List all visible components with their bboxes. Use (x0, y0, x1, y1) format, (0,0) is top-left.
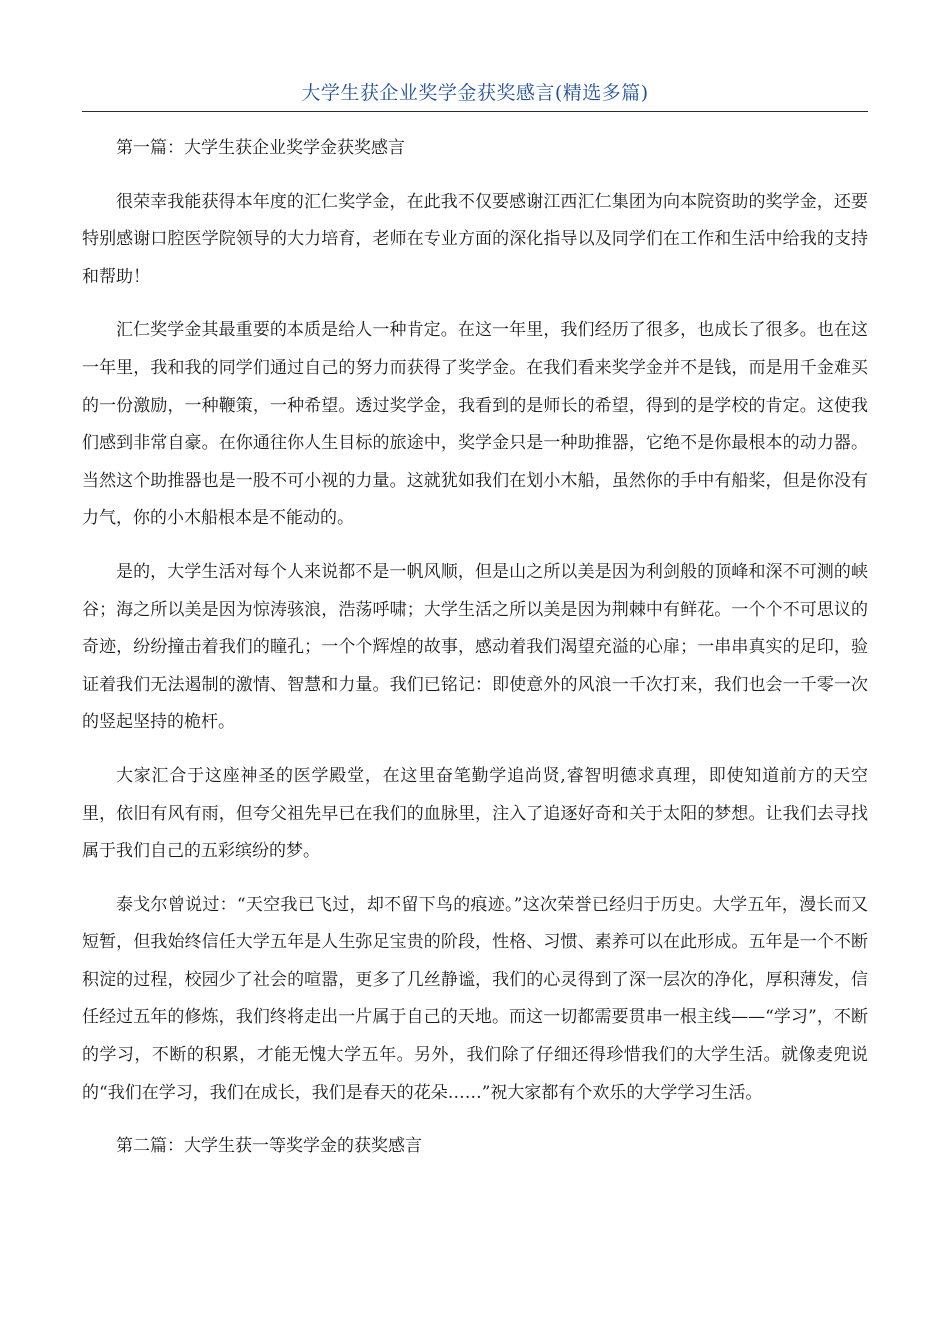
section-heading-2: 第二篇：大学生获一等奖学金的获奖感言 (116, 1136, 422, 1157)
paragraph: 大家汇合于这座神圣的医学殿堂，在这里奋笔勤学追尚贤,睿智明德求真理，即使知道前方的天空里，依旧有风有雨，但夸父祖先早已在我们的血脉里，注入了追逐好奇和关于太阳的梦想。让我们去寻找属于我们自己的五彩缤纷的梦。 (82, 765, 868, 862)
paragraph: 汇仁奖学金其最重要的本质是给人一种肯定。在这一年里，我们经历了很多，也成长了很多。也在这一年里，我和我的同学们通过自己的努力而获得了奖学金。在我们看来奖学金并不是钱，而是用千金难买的一份激励，一种鞭策，一种希望。透过奖学金，我看到的是师长的希望，得到的是学校的肯定。这使我们感到非常自豪。在你通往你人生目标的旅途中，奖学金只是一种助推器，它绝不是你最根本的动力器。当然这个助推器也是一股不可小视的力量。这就犹如我们在划小木船，虽然你的手中有船桨，但是你没有力气，你的小木船根本是不能动的。 (82, 320, 868, 529)
paragraph: 是的，大学生活对每个人来说都不是一帆风顺，但是山之所以美是因为利剑般的顶峰和深不可测的峡谷；海之所以美是因为惊涛骇浪，浩荡呼啸；大学生活之所以美是因为荆棘中有鲜花。一个个不可思议的奇迹，纷纷撞击着我们的瞳孔；一个个辉煌的故事，感动着我们渴望充溢的心扉；一串串真实的足印，验证着我们无法遏制的激情、智慧和力量。我们已铭记：即使意外的风浪一千次打来，我们也会一千零一次的竖起坚持的桅杆。 (82, 561, 868, 733)
section-heading-1: 第一篇：大学生获企业奖学金获奖感言 (116, 138, 405, 158)
paragraph: 泰戈尔曾说过：“天空我已飞过，却不留下鸟的痕迹。”这次荣誉已经归于历史。大学五年，漫长而又短暂，但我始终信任大学五年是人生弥足宝贵的阶段，性格、习惯、素养可以在此形成。五年是一个不断积淀的过程，校园少了社会的喧嚣，更多了几丝静谧，我们的心灵得到了深一层次的净化，厚积薄发，信任经过五年的修炼，我们终将走出一片属于自己的天地。而这一切都需要贯串一根主线——“学习”，不断的学习，不断的积累，才能无愧大学五年。另外，我们除了仔细还得珍惜我们的大学生活。就像麦兜说的“我们在学习，我们在成长，我们是春天的花朵……”祝大家都有个欢乐的大学学习生活。 (82, 894, 868, 1103)
page-header-title: 大学生获企业奖学金获奖感言(精选多篇) (301, 82, 649, 104)
paragraph: 很荣幸我能获得本年度的汇仁奖学金，在此我不仅要感谢江西汇仁集团为向本院资助的奖学金，还要特别感谢口腔医学院领导的大力培育，老师在专业方面的深化指导以及同学们在工作和生活中给我的支持和帮助！ (82, 191, 868, 287)
header-divider (82, 111, 868, 112)
document-body (82, 120, 868, 1182)
